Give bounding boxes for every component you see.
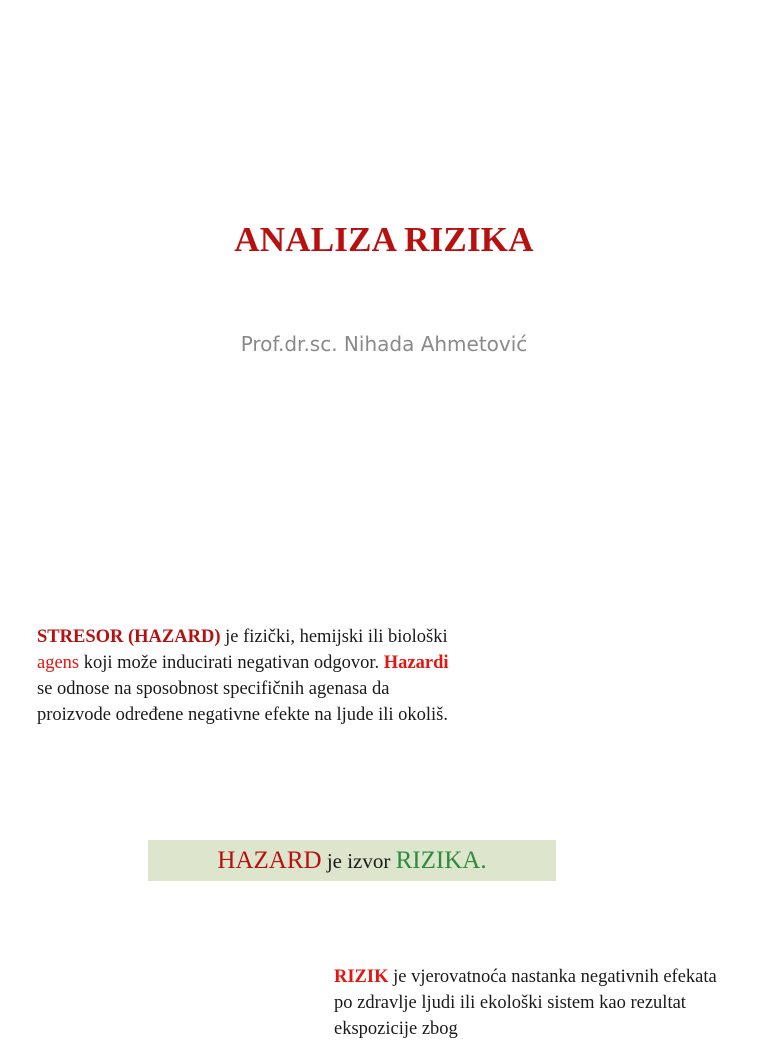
agens-term: agens <box>37 653 80 673</box>
banner-rizika: RIZIKA. <box>395 847 487 874</box>
rizik-term: RIZIK <box>334 967 389 987</box>
stresor-text-2: koji može inducirati negativan odgovor. <box>79 653 384 673</box>
hazardi-term: Hazardi <box>383 653 449 673</box>
slide-title: ANALIZA RIZIKA <box>234 220 534 259</box>
stresor-text-3: se odnose na sposobnost specifičnih agenasa da proizvode određene negativne efekte na ljude ili okoliš. <box>37 679 448 725</box>
banner-hazard: HAZARD <box>217 847 322 874</box>
hazard-banner <box>148 840 556 881</box>
rizik-definition <box>334 964 734 1042</box>
rizik-text: je vjerovatnoća nastanka negativnih efekata po zdravlje ljudi ili ekološki sistem kao rezultat ekspozicije zbog <box>334 967 717 1039</box>
stresor-term: STRESOR (HAZARD) <box>37 627 221 647</box>
slide-subtitle: Prof.dr.sc. Nihada Ahmetović <box>240 332 528 356</box>
stresor-definition <box>37 624 457 728</box>
stresor-text-1: je fizički, hemijski ili biološki <box>220 627 448 647</box>
banner-middle: je izvor <box>321 849 396 873</box>
